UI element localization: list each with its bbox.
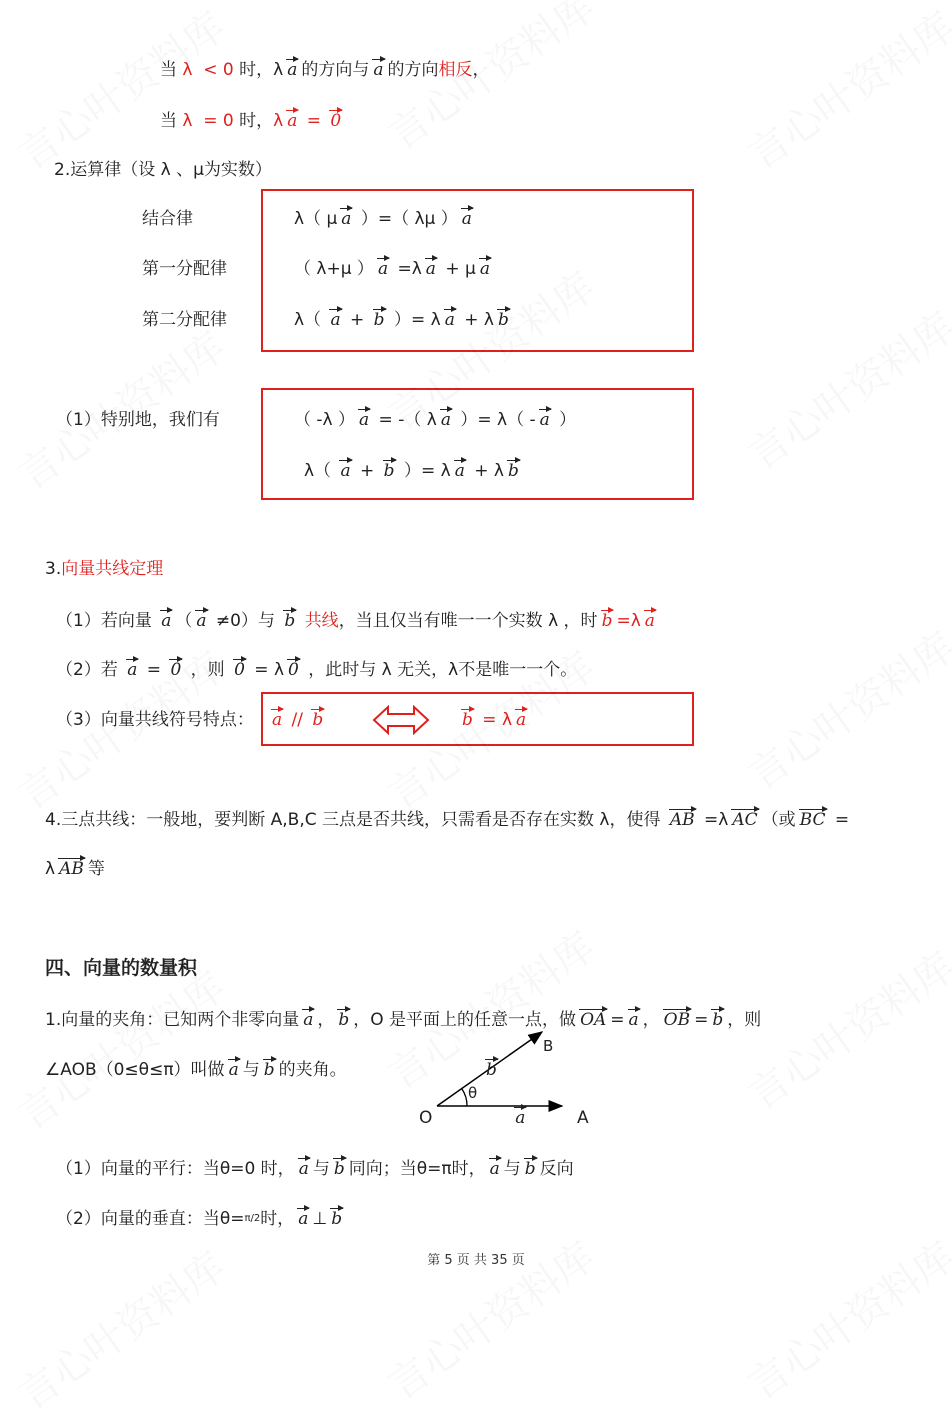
text-line: [45, 1008, 761, 1032]
vector-symbol: b: [284, 611, 296, 631]
vector-symbol: BC: [799, 810, 826, 830]
text-segment: （: [175, 611, 193, 631]
text-segment: ，: [472, 60, 490, 80]
vector-symbol: OB: [663, 1010, 691, 1030]
vector-symbol: b: [601, 611, 613, 631]
text-segment: ≠0）与: [210, 611, 281, 631]
text-line: [56, 1157, 574, 1181]
vector-symbol: b: [373, 310, 385, 330]
text-segment: ，此时与 λ 无关，λ不是唯一一个。: [302, 660, 578, 680]
vector-symbol: AC: [732, 810, 758, 830]
vector-symbol: b: [712, 1010, 724, 1030]
vector-symbol: a: [489, 1159, 500, 1179]
vector-symbol: a: [340, 461, 351, 481]
vector-symbol: b: [462, 710, 473, 730]
vector-symbol: a: [425, 259, 436, 279]
text-segment: ，: [642, 1010, 660, 1030]
text-line: [45, 808, 849, 832]
text-segment: 时，: [260, 1209, 295, 1229]
vector-symbol: a: [272, 710, 283, 730]
text-segment: = -（ λ: [373, 410, 437, 430]
text-segment: 时，λ: [233, 60, 284, 80]
text-segment: （ -λ ）: [294, 410, 356, 430]
vector-symbol: b: [263, 1060, 275, 1080]
text-segment: ，当且仅当有唯一一个实数 λ ，时: [338, 611, 598, 631]
vector-symbol: a: [359, 410, 370, 430]
vector-symbol: a: [161, 611, 172, 631]
text-segment: 3.: [45, 559, 62, 579]
vector-symbol: a: [377, 259, 389, 279]
text-segment: + μ: [439, 259, 476, 279]
text-line: [142, 308, 227, 332]
text-segment: =λ: [698, 810, 729, 830]
text-segment: = λ: [476, 710, 513, 730]
watermark: [5, 956, 234, 1140]
text-segment: （1）特别地，我们有: [56, 410, 220, 430]
text-segment: 时，: [233, 111, 274, 131]
angle-arc: [462, 1089, 467, 1106]
vector-symbol: a: [341, 209, 352, 229]
vector-symbol: b: [497, 310, 509, 330]
vector-symbol: a: [287, 111, 298, 131]
vector-symbol: b: [507, 461, 519, 481]
text-line: [45, 857, 105, 881]
text-segment: 第一分配律: [142, 259, 227, 279]
text-segment: ，: [317, 1010, 335, 1030]
vector-symbol: a: [539, 410, 550, 430]
text-segment: 等: [87, 859, 105, 879]
vector-symbol: 0: [330, 111, 342, 131]
text-segment: //: [286, 710, 309, 730]
text-segment: ⊥: [312, 1209, 328, 1229]
text-segment: ）= λ（ -: [454, 410, 536, 430]
vector-symbol: 0: [288, 660, 299, 680]
text-segment: λ（ μ: [294, 209, 338, 229]
text-segment: 的方向与: [301, 60, 370, 80]
text-segment: =λ: [616, 611, 641, 631]
text-segment: =: [610, 1010, 625, 1030]
text-segment: =: [301, 111, 327, 131]
text-segment: 反向: [539, 1159, 574, 1179]
vector-symbol: a: [127, 660, 138, 680]
text-segment: =λ: [392, 259, 422, 279]
text-segment: 同向；当θ=π时，: [348, 1159, 486, 1179]
text-segment: +: [344, 310, 370, 330]
vector-symbol: AB: [669, 810, 695, 830]
vector-symbol: b: [331, 1209, 343, 1229]
text-segment: ）=（ λμ ）: [355, 209, 458, 229]
text-segment: ，O 是平面上的任意一点，做: [353, 1010, 577, 1030]
diagram-label-a: A: [577, 1108, 589, 1128]
text-segment: 与: [503, 1159, 521, 1179]
text-segment: 第二分配律: [142, 310, 227, 330]
text-line: [304, 459, 523, 483]
vector-symbol: a: [479, 259, 490, 279]
vector-symbol: a: [444, 310, 455, 330]
text-segment: λ（: [304, 461, 337, 481]
watermark: [735, 0, 952, 181]
vector-symbol: b: [338, 1010, 350, 1030]
text-segment: 当: [160, 60, 183, 80]
vector-symbol: a: [303, 1010, 314, 1030]
text-segment: 与: [312, 1159, 330, 1179]
text-segment: 的夹角。: [278, 1060, 347, 1080]
text-line: [294, 408, 576, 432]
text-segment: λ: [45, 859, 56, 879]
text-line: [45, 956, 197, 981]
special-case-box: [261, 388, 694, 500]
text-segment: + λ: [458, 310, 494, 330]
text-line: [268, 708, 327, 732]
diagram-vector-a: a: [515, 1108, 526, 1128]
vector-symbol: a: [516, 710, 527, 730]
vector-symbol: a: [373, 60, 384, 80]
vector-symbol: a: [644, 611, 655, 631]
text-segment: ，则: [185, 660, 231, 680]
vector-symbol: a: [454, 461, 465, 481]
text-segment: 向量共线定理: [61, 559, 164, 579]
text-segment: ）= λ: [388, 310, 441, 330]
diagram-label-o: O: [419, 1108, 433, 1128]
text-line: [56, 658, 577, 682]
text-segment: （2）向量的垂直：当θ=: [56, 1209, 245, 1229]
text-segment: =: [141, 660, 167, 680]
vector-symbol: AB: [59, 859, 84, 879]
vector-symbol: a: [298, 1159, 309, 1179]
text-segment: 结合律: [142, 209, 193, 229]
vector-symbol: a: [196, 611, 207, 631]
page-footer: 第 5 页 共 35 页: [427, 1253, 525, 1268]
text-segment: λ = 0: [182, 111, 234, 131]
watermark: [735, 936, 952, 1120]
text-line: [56, 1207, 346, 1231]
text-segment: 当: [160, 111, 183, 131]
vector-symbol: a: [298, 1209, 309, 1229]
vector-symbol: 0: [170, 660, 182, 680]
double-arrow-icon: [372, 705, 430, 735]
text-segment: 四、向量的数量积: [45, 957, 198, 979]
text-segment: 共线: [304, 611, 339, 631]
text-segment: 2.运算律（设 λ 、μ为实数）: [54, 160, 272, 180]
text-segment: ，则: [727, 1010, 762, 1030]
text-segment: （1）若向量: [56, 611, 158, 631]
diagram-label-theta: θ: [468, 1084, 478, 1102]
text-segment: =: [829, 810, 850, 830]
text-segment: （2）若: [56, 660, 124, 680]
vector-symbol: a: [287, 60, 298, 80]
fraction: π/2: [244, 1213, 261, 1224]
vector-symbol: b: [333, 1159, 345, 1179]
text-line: [294, 308, 513, 332]
text-line: [45, 1058, 347, 1082]
text-line: [56, 609, 659, 633]
text-line: [142, 207, 193, 231]
text-line: [56, 708, 254, 732]
text-segment: λ < 0: [182, 60, 234, 80]
watermark: [735, 616, 952, 800]
vector-symbol: b: [383, 461, 395, 481]
text-segment: 4.三点共线：一般地，要判断 A,B,C 三点是否共线，只需看是否存在实数 λ，使得: [45, 810, 666, 830]
text-segment: = λ: [248, 660, 285, 680]
text-segment: ∠AOB（0≤θ≤π）叫做: [45, 1060, 225, 1080]
vector-symbol: a: [461, 209, 472, 229]
vector-symbol: a: [330, 310, 341, 330]
text-segment: ）: [553, 410, 577, 430]
text-segment: + λ: [468, 461, 504, 481]
text-line: [458, 708, 530, 732]
watermark: [735, 296, 952, 480]
text-segment: ）= λ: [398, 461, 451, 481]
text-segment: 与: [242, 1060, 260, 1080]
vector-symbol: 0: [234, 660, 245, 680]
text-segment: =: [694, 1010, 709, 1030]
text-segment: 1.向量的夹角：已知两个非零向量: [45, 1010, 300, 1030]
text-line: [142, 257, 227, 281]
vector-symbol: a: [628, 1010, 639, 1030]
text-segment: 的方向: [387, 60, 439, 80]
text-line: [294, 207, 476, 231]
text-segment: （1）向量的平行：当θ=0 时，: [56, 1159, 295, 1179]
text-segment: （3）向量共线符号特点：: [56, 710, 254, 730]
diagram-vector-b: b: [486, 1060, 497, 1080]
text-segment: （ λ+μ ）: [294, 259, 374, 279]
vector-symbol: b: [524, 1159, 536, 1179]
vector-symbol: OA: [580, 1010, 607, 1030]
text-segment: +: [354, 461, 380, 481]
text-line: [294, 257, 494, 281]
vector-symbol: a: [228, 1060, 239, 1080]
text-segment: （或: [761, 810, 796, 830]
vector-symbol: b: [312, 710, 324, 730]
text-line: [54, 158, 272, 182]
diagram-label-b: B: [543, 1037, 554, 1055]
text-line: [160, 58, 490, 82]
text-segment: 相反: [438, 60, 473, 80]
text-segment: λ: [273, 111, 284, 131]
text-line: [56, 408, 220, 432]
text-segment: λ（: [294, 310, 327, 330]
vector-symbol: a: [440, 410, 451, 430]
text-line: [160, 109, 345, 133]
text-line: [45, 557, 163, 581]
watermark: [5, 0, 234, 181]
